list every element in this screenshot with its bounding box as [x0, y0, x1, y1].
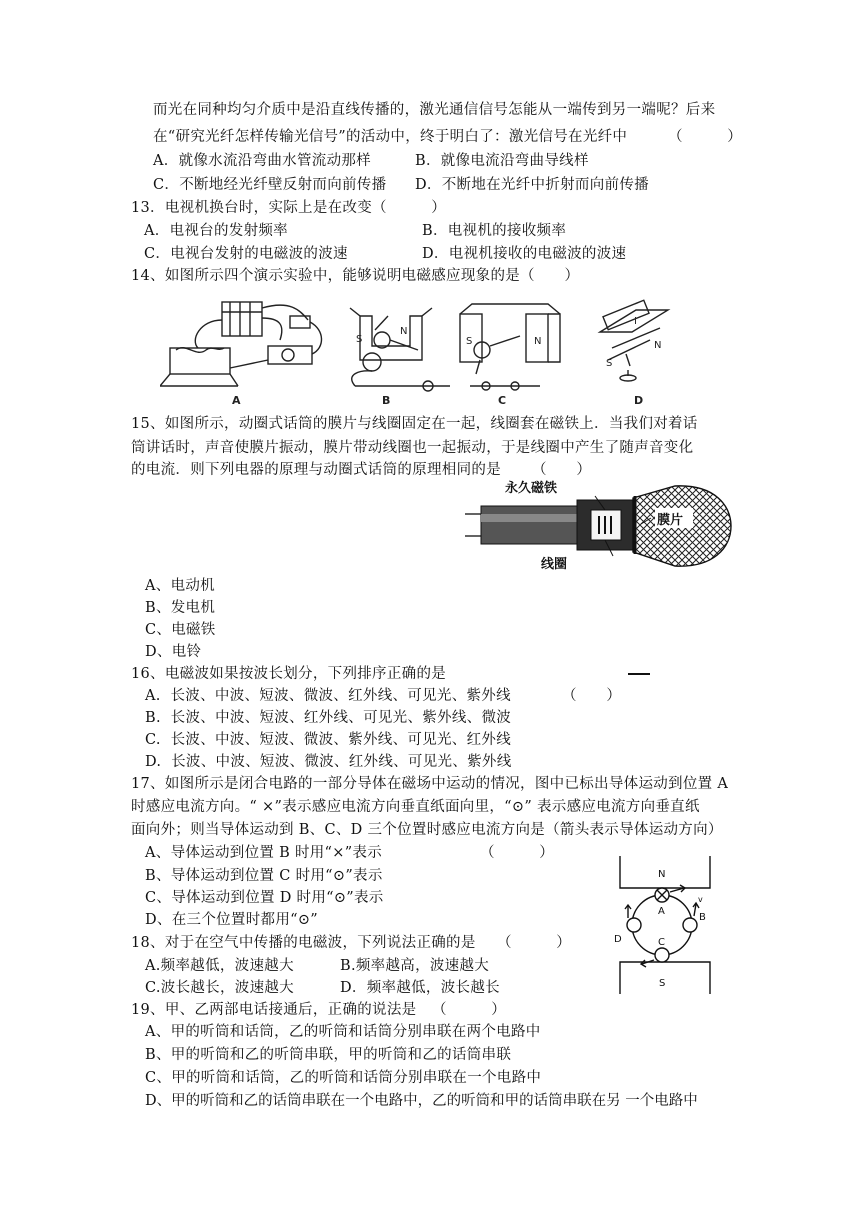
q15-option-c: C、电磁铁 [145, 622, 216, 638]
q19-option-d: D、甲的听筒和乙的话筒串联在一个电路中，乙的听筒和甲的话筒串联在另 一个电路中 [145, 1093, 698, 1109]
q17-option-a: A、导体运动到位置 B 时用“×”表示 [145, 845, 383, 861]
q17-fig-b-label: B [699, 912, 706, 923]
q17-fig-n-label: N [658, 869, 666, 880]
q15-line-2: 筒讲话时，声音使膜片振动，膜片带动线圈也一起振动，于是线圈中产生了随声音变化 [131, 440, 694, 456]
q14-fig-label-b: B [382, 394, 391, 407]
q12-answer-paren: （ ） [668, 129, 742, 145]
q15-option-d: D、电铃 [145, 644, 202, 660]
q18-option-d: D．频率越低，波长越长 [340, 980, 500, 996]
q19-option-b: B、甲的听筒和乙的听筒串联，甲的听筒和乙的话筒串联 [145, 1047, 512, 1063]
q17-option-b: B、导体运动到位置 C 时用“⊙”表示 [145, 868, 383, 884]
q17-option-c: C、导体运动到位置 D 时用“⊙”表示 [145, 890, 384, 906]
q14-fig-c-apparatus [460, 304, 560, 390]
q19-option-c: C、甲的听筒和话筒，乙的听筒和话筒分别串联在一个电路中 [145, 1070, 542, 1086]
q17-magnet-figure [604, 852, 730, 996]
q16-answer-paren: （ ） [562, 688, 622, 704]
q14-fig-d-i-label: I [634, 316, 637, 327]
q17-line-2: 时感应电流方向。“ ×”表示感应电流方向垂直纸面向里，“⊙” 表示感应电流方向垂直纸 [131, 799, 700, 815]
q19-answer-paren: （ ） [432, 1002, 506, 1018]
q15-option-a: A、电动机 [145, 578, 215, 594]
q14-fig-label-c: C [498, 394, 507, 407]
q15-fig-magnet-label: 永久磁铁 [505, 481, 558, 496]
q14-fig-label-a: A [232, 394, 241, 407]
q18-stem: 18、对于在空气中传播的电磁波，下列说法正确的是 [131, 935, 476, 951]
q12-line-1: 而光在同种均匀介质中是沿直线传播的，激光通信信号怎能从一端传到另一端呢？后来 [153, 102, 716, 118]
q13-option-a: A．电视台的发射频率 [144, 223, 288, 239]
q16-option-a: A. 长波、中波、短波、微波、红外线、可见光、紫外线 [145, 688, 511, 704]
q12-option-d: D．不断地在光纤中折射而向前传播 [415, 177, 649, 193]
q13-option-b: B．电视机的接收频率 [422, 223, 567, 239]
q17-fig-c-label: C [658, 937, 665, 948]
q17-fig-d-label: D [614, 934, 622, 945]
q16-option-b: B. 长波、中波、短波、红外线、可见光、紫外线、微波 [145, 710, 512, 726]
q18-answer-paren: （ ） [497, 935, 571, 951]
q15-answer-paren: （ ） [532, 462, 592, 478]
q16-stem: 16、电磁波如果按波长划分，下列排序正确的是 [131, 666, 447, 682]
q15-fig-membrane-label: 膜片 [657, 513, 684, 528]
q16-option-c: C. 长波、中波、短波、微波、紫外线、可见光、红外线 [145, 732, 512, 748]
q16-option-d: D. 长波、中波、短波、微波、红外线、可见光、紫外线 [145, 754, 512, 770]
q12-option-a: A．就像水流沿弯曲水管流动那样 [153, 153, 371, 169]
q17-fig-a-label: A [658, 906, 665, 917]
q14-figure [160, 290, 680, 408]
q14-fig-c-n-label: N [534, 336, 542, 347]
q18-option-a: A.频率越低，波速越大 [145, 958, 294, 974]
q17-fig-s-label: S [659, 978, 666, 989]
q14-fig-d-s-label: S [606, 358, 613, 369]
q15-fig-coil-label: 线圈 [541, 557, 568, 572]
q14-fig-b-s-label: S [356, 334, 363, 345]
q17-line-1: 17、如图所示是闭合电路的一部分导体在磁场中运动的情况，图中已标出导体运动到位置 A [131, 776, 729, 792]
q12-line-2: 在“研究光纤怎样传输光信号”的活动中，终于明白了：激光信号在光纤中 [153, 129, 628, 145]
q13-option-d: D．电视机接收的电磁波的波速 [422, 246, 627, 262]
q17-option-d: D、在三个位置时都用“⊙” [145, 912, 318, 928]
q19-stem: 19、甲、乙两部电话接通后，正确的说法是 [131, 1002, 417, 1018]
q14-fig-d-n-label: N [654, 340, 662, 351]
q17-answer-paren: （ ） [480, 845, 554, 861]
q13-stem: 13．电视机换台时，实际上是在改变（ ） [131, 200, 447, 216]
q14-stem: 14、如图所示四个演示实验中，能够说明电磁感应现象的是（ ） [131, 268, 580, 284]
q17-line-3: 面向外；则当导体运动到 B、C、D 三个位置时感应电流方向是（箭头表示导体运动方向） [131, 822, 723, 838]
q13-option-c: C．电视台发射的电磁波的波速 [144, 246, 348, 262]
q17-fig-v-label: v [698, 895, 703, 904]
q15-option-b: B、发电机 [145, 600, 216, 616]
q14-fig-a-apparatus [160, 302, 322, 386]
q12-option-c: C．不断地经光纤壁反射而向前传播 [153, 177, 387, 193]
q18-option-b: B.频率越高，波速越大 [340, 958, 490, 974]
q16-underline-mark [628, 673, 650, 675]
q15-line-1: 15、如图所示，动圈式话筒的膜片与线圈固定在一起，线圈套在磁铁上．当我们对着话 [131, 416, 698, 432]
q12-option-b: B．就像电流沿弯曲导线样 [415, 153, 589, 169]
q14-fig-b-n-label: N [400, 326, 408, 337]
q15-line-3: 的电流．则下列电器的原理与动圈式话筒的原理相同的是 [131, 462, 501, 478]
q15-microphone-figure [465, 476, 735, 572]
q14-fig-label-d: D [634, 394, 644, 407]
q14-fig-b-apparatus [350, 308, 450, 391]
q18-option-c: C.波长越长，波速越大 [145, 980, 294, 996]
q14-fig-c-s-label: S [466, 336, 473, 347]
q19-option-a: A、甲的听筒和话筒，乙的听筒和话筒分别串联在两个电路中 [145, 1024, 541, 1040]
